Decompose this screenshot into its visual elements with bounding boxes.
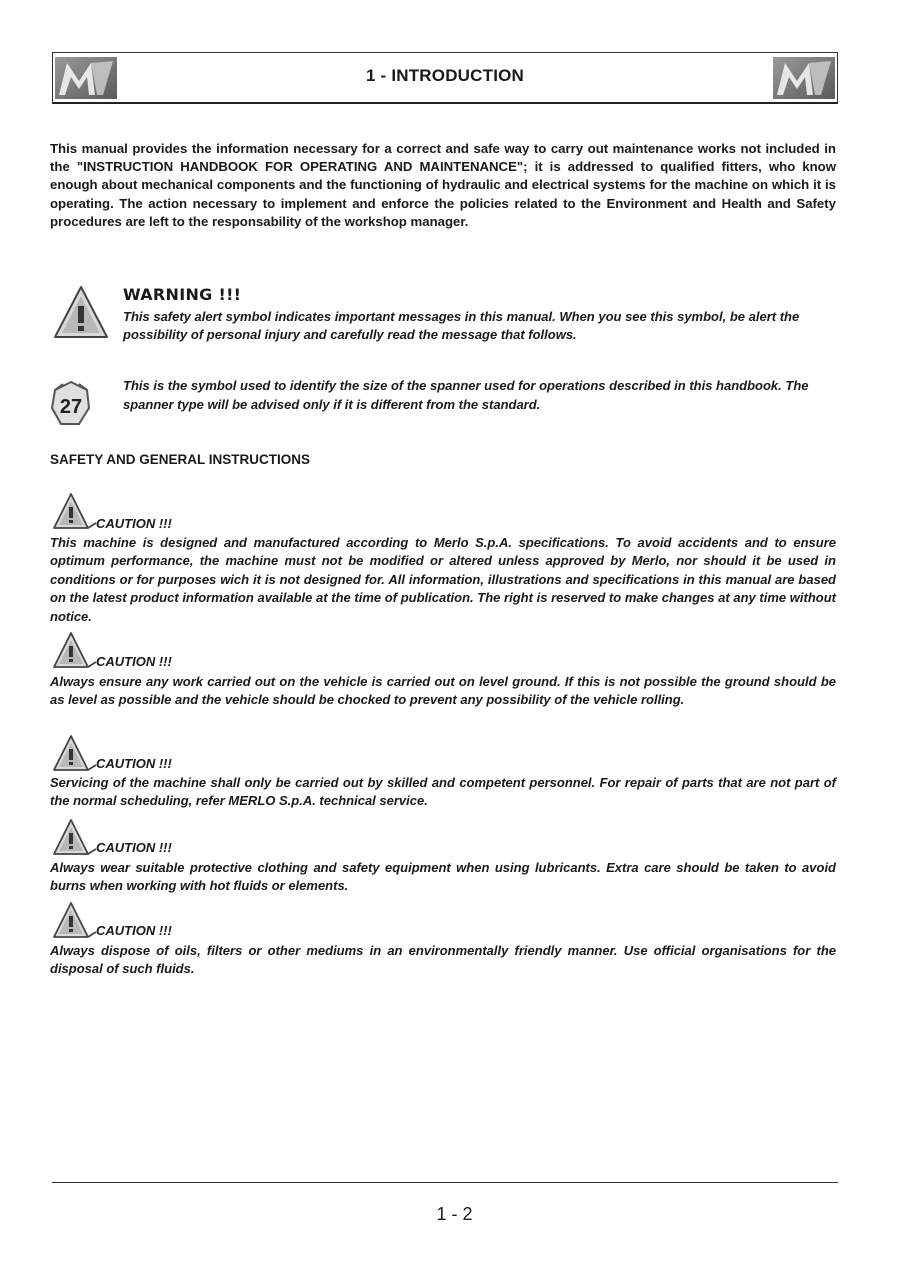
- spanner-size-icon: [49, 380, 93, 428]
- page-header: [52, 52, 838, 104]
- section-title: SAFETY AND GENERAL INSTRUCTIONS: [50, 452, 311, 467]
- warning-title: WARNING !!!: [123, 285, 242, 304]
- caution-triangle-icon: [52, 901, 98, 941]
- caution-label: CAUTION !!!: [96, 516, 172, 531]
- page-title: 1 - INTRODUCTION: [365, 66, 525, 85]
- merlo-logo-icon: [773, 57, 835, 99]
- caution-label: CAUTION !!!: [96, 923, 172, 938]
- caution-text: Always wear suitable protective clothing and safety equipment when using lubricants. Extra care should be taken to avoid burns when working with hot fluids or elements.: [50, 860, 836, 894]
- caution-triangle-icon: [52, 734, 98, 774]
- caution-label: CAUTION !!!: [96, 654, 172, 669]
- spanner-size-number: 27: [59, 396, 83, 418]
- caution-text: This machine is designed and manufactured according to Merlo S.p.A. specifications. To avoid accidents and to ensure optimum performance, the machine must not be modified or altered unless approved by Merlo, nor should it be used in conditions or for purposes wich it is not designed for. All information, illustrations and specifications in this manual are based on the latest product information available at the time of publication. The right is reserved to make changes at any time without notice.: [50, 535, 836, 624]
- caution-text: Always ensure any work carried out on the vehicle is carried out on level ground. If this is not possible the ground should be as level as possible and the vehicle should be chocked to prevent any possibility of the vehicle rolling.: [50, 674, 836, 708]
- warning-triangle-icon: [52, 284, 110, 342]
- spanner-symbol-text: This is the symbol used to identify the size of the spanner used for operations described in this handbook. The spanner type will be advised only if it is different from the standard.: [123, 378, 809, 412]
- caution-text: Always dispose of oils, filters or other mediums in an environmentally friendly manner. Use official organisations for the disposal of such fluids.: [50, 943, 836, 977]
- caution-label: CAUTION !!!: [96, 756, 172, 771]
- intro-paragraph: This manual provides the information necessary for a correct and safe way to carry out maintenance works not included in the "INSTRUCTION HANDBOOK FOR OPERATING AND MAINTENANCE"; it is addressed to qualified fitters, who know enough about mechanical components and the functioning of hydraulic and electrical systems for the machine on which it is operating. The action necessary to implement and enforce the policies related to the Environment and Health and Safety procedures are left to the responsability of the workshop manager.: [50, 141, 836, 229]
- caution-triangle-icon: [52, 631, 98, 671]
- page-number: 1 - 2: [436, 1204, 473, 1224]
- caution-triangle-icon: [52, 492, 98, 532]
- footer-divider: [52, 1182, 838, 1183]
- caution-triangle-icon: [52, 818, 98, 858]
- warning-text: This safety alert symbol indicates important messages in this manual. When you see this symbol, be alert the possibility of personal injury and carefully read the message that follows.: [123, 309, 800, 342]
- caution-text: Servicing of the machine shall only be carried out by skilled and competent personnel. For repair of parts that are not part of the normal scheduling, refer MERLO S.p.A. technical service.: [50, 775, 836, 809]
- caution-label: CAUTION !!!: [96, 840, 172, 855]
